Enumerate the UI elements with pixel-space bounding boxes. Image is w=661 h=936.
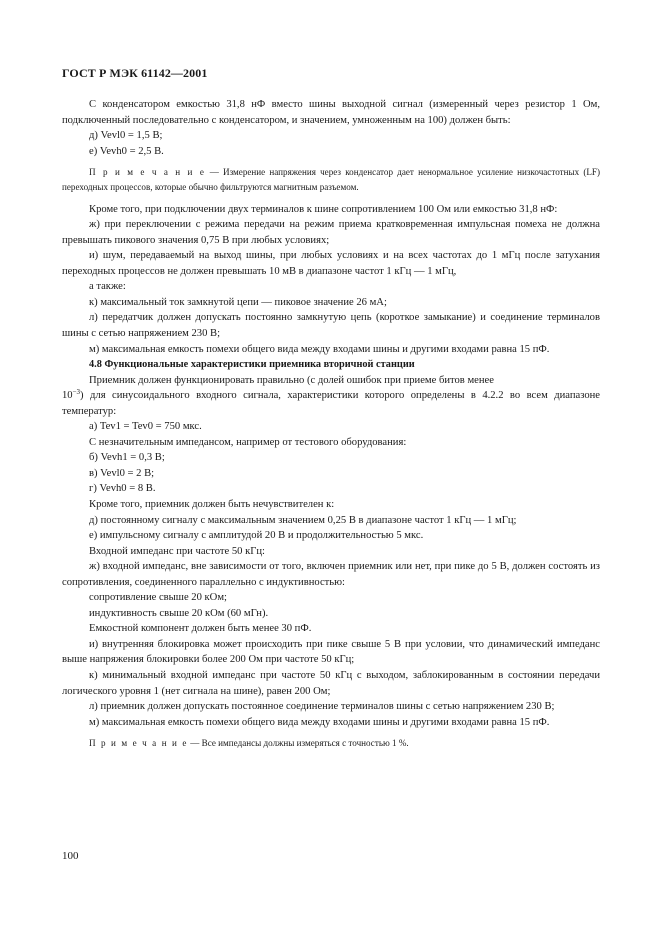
note-lead: П р и м е ч а н и е: [89, 738, 189, 749]
list-item: ж) входной импеданс, вне зависимости от того, включен приемник или нет, при пике до 5 В, должен состоять из сопротивления, соединенного параллельно с индуктивностью:: [62, 561, 600, 588]
exponent-close: ): [80, 390, 84, 402]
paragraph: С конденсатором емкостью 31,8 нФ вместо шины выходной сигнал (измеренный через резистор 1 Ом, подключенный последовательно с конденсатором, и значением, умноженным на 100) должен быть:: [62, 99, 600, 126]
list-item: индуктивность свыше 20 кОм (60 мГн).: [89, 607, 269, 619]
paragraph: Емкостной компонент должен быть менее 30 пФ.: [89, 623, 312, 635]
paragraph-text: Приемник должен функционировать правильно (с долей ошибок при приеме битов менее: [89, 374, 494, 386]
list-item: в) Vevl0 = 2 В;: [89, 467, 155, 479]
list-item: е) импульсному сигналу с амплитудой 20 В и продолжительностью 5 мкс.: [89, 530, 424, 542]
document-body: [62, 97, 600, 751]
list-item: б) Vevh1 = 0,3 В;: [89, 452, 165, 464]
list-item: к) минимальный входной импеданс при частоте 50 кГц с выходом, заблокированным в состоянии передачи логического уровня 1 (нет сигнала на шине), равен 200 Ом;: [62, 670, 600, 697]
note: [62, 736, 600, 751]
paragraph: Входной импеданс при частоте 50 кГц:: [89, 545, 265, 557]
list-item: к) максимальный ток замкнутой цепи — пиковое значение 26 мА;: [89, 296, 387, 308]
list-item: л) приемник должен допускать постоянное соединение терминалов шины с сетью напряжением 230 В;: [89, 701, 555, 713]
paragraph: а также:: [89, 281, 126, 293]
note: [62, 165, 600, 195]
paragraph-text: для синусоидального входного сигнала, характеристики которого определены в 4.2.2 во всем диапазоне температур:: [62, 390, 600, 417]
paragraph: [62, 373, 600, 420]
list-item: сопротивление свыше 20 кОм;: [89, 592, 227, 604]
list-item: е) Vevh0 = 2,5 В.: [89, 145, 164, 157]
page-number: 100: [62, 850, 79, 862]
note-lead: П р и м е ч а н и е: [89, 167, 206, 178]
paragraph: С незначительным импедансом, например от тестового оборудования:: [89, 436, 407, 448]
note-text: — Измерение напряжения через конденсатор дает ненормальное усиление низкочастотных (LF) переходных процессов, которые обычно фильтруются магнитным разъемом.: [62, 167, 601, 193]
list-item: ж) при переключении с режима передачи на режим приема кратковременная импульсная помеха не должна превышать пикового значения 0,75 В при любых условиях;: [62, 219, 600, 246]
exponent-power: −3: [72, 388, 81, 397]
list-item: д) Vevl0 = 1,5 В;: [89, 130, 163, 142]
document-page: [62, 0, 600, 936]
list-item: м) максимальная емкость помехи общего вида между входами шины и другими входами равна 15 пФ.: [89, 716, 550, 728]
section-heading: 4.8 Функциональные характеристики приемника вторичной станции: [89, 359, 415, 371]
note-text: — Все импедансы должны измеряться с точностью 1 %.: [188, 738, 409, 749]
document-header: ГОСТ Р МЭК 61142—2001: [62, 66, 208, 80]
list-item: и) шум, передаваемый на выход шины, при любых условиях и на всех частотах до 1 мГц после затухания переходных процессов не должен превышать 10 мВ в диапазоне частот 1 кГц — 1 мГц,: [62, 250, 600, 277]
list-item: и) внутренняя блокировка может происходить при пике свыше 5 В при условии, что динамический импеданс выше напряжения блокировки более 200 Ом при частоте 50 кГц;: [62, 638, 600, 666]
list-item: м) максимальная емкость помехи общего вида между входами шины и другими входами равна 15 пФ.: [89, 343, 550, 355]
paragraph: Кроме того, при подключении двух терминалов к шине сопротивлением 100 Ом или емкостью 31,8 нФ:: [89, 203, 558, 215]
list-item: д) постоянному сигналу с максимальным значением 0,25 В в диапазоне частот 1 кГц — 1 мГц;: [89, 514, 517, 526]
list-item: а) Tev1 = Tev0 = 750 мкс.: [89, 421, 202, 433]
list-item: л) передатчик должен допускать постоянно замкнутую цепь (короткое замыкание) и соединение терминалов шины с сетью напряжением 230 В;: [62, 312, 600, 339]
exponent-base: 10: [62, 390, 73, 402]
paragraph: Кроме того, приемник должен быть нечувствителен к:: [89, 498, 335, 510]
list-item: г) Vevh0 = 8 В.: [89, 483, 156, 495]
